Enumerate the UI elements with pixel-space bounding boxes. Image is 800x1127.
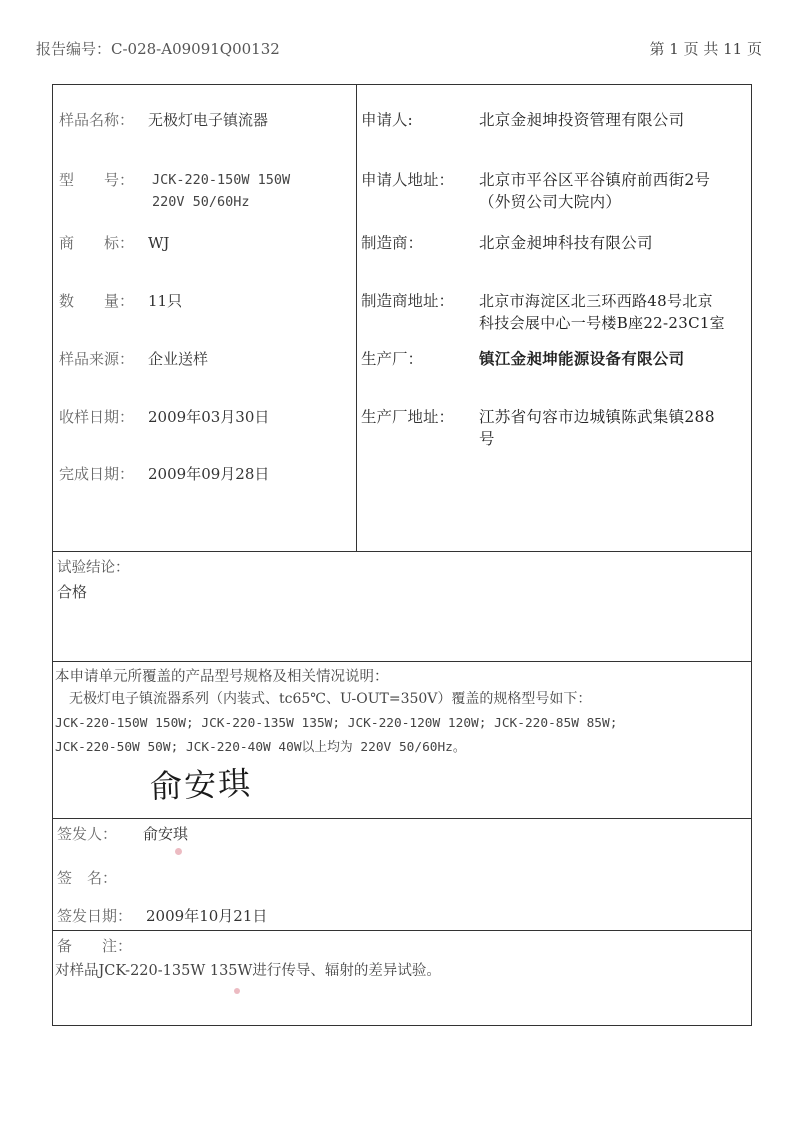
finish-date-value: 2009年09月28日 [148,465,270,483]
model-value-line1: JCK-220-150W 150W [152,172,291,188]
manufacturer-address-line2: 科技会展中心一号楼B座22-23C1室 [479,314,725,332]
source-value: 企业送样 [148,350,209,368]
trademark-value: WJ [148,234,170,252]
manufacturer-address-label: 制造商地址： [361,292,455,310]
report-number: 报告编号：C-028-A09091Q00132 [36,40,280,58]
applicant-address-value [479,169,710,213]
coverage-line1: 无极灯电子镇流器系列（内装式、tc65℃、U-OUT=350V）覆盖的规格型号如下： [55,691,592,707]
applicant-address-line2: （外贸公司大院内） [479,193,622,211]
remarks-value: 对样品JCK-220-135W 135W进行传导、辐射的差异试验。 [55,963,441,979]
sign-label: 签 名： [57,869,118,887]
report-form [52,84,752,1026]
row-divider-coverage [53,818,751,819]
conclusion-value: 合格 [57,583,88,601]
row-divider-conclusion [53,661,751,662]
factory-address-label: 生产厂地址： [361,408,455,426]
quantity-value: 11只 [148,292,183,310]
row-divider-issue [53,930,751,931]
issuer-label: 签发人： [57,825,118,843]
applicant-address-label: 申请人地址： [361,171,455,189]
manufacturer-label: 制造商： [361,234,424,252]
coverage-line3: JCK-220-50W 50W; JCK-220-40W 40W以上均为 220V 50/60Hz。 [55,740,466,755]
issuer-row [57,823,188,845]
row-divider-info [53,551,751,552]
source-row [59,348,208,370]
column-divider [356,85,357,551]
model-row [59,169,134,191]
receive-date-row [59,406,269,428]
ink-mark [234,988,240,994]
manufacturer-address-line1: 北京市海淀区北三环西路48号北京 [479,292,713,310]
remarks-title: 备 注： [57,937,133,955]
sample-name-value: 无极灯电子镇流器 [148,111,269,129]
factory-address-value [479,406,715,450]
model-value-line2: 220V 50/60Hz [152,194,250,210]
factory-value: 镇江金昶坤能源设备有限公司 [479,349,685,368]
issue-date-value: 2009年10月21日 [146,907,268,925]
factory-address-line1: 江苏省句容市边城镇陈武集镇288 [479,408,715,426]
receive-date-label: 收样日期： [59,408,135,426]
issue-date-label: 签发日期： [57,907,133,925]
trademark-row [59,232,169,254]
source-label: 样品来源： [59,350,135,368]
factory-address-line2: 号 [479,430,495,448]
manufacturer-address-value [479,290,725,334]
finish-date-row [59,463,269,485]
conclusion-title: 试验结论： [57,560,130,576]
finish-date-label: 完成日期： [59,465,135,483]
coverage-title: 本申请单元所覆盖的产品型号规格及相关情况说明： [55,669,389,685]
applicant-value: 北京金昶坤投资管理有限公司 [479,111,685,129]
sample-name-row [59,109,268,131]
coverage-line2: JCK-220-150W 150W; JCK-220-135W 135W; JCK-220-120W 120W; JCK-220-85W 85W; [55,716,618,731]
trademark-label: 商 标： [59,234,135,252]
issue-date-row [57,905,267,927]
model-value [152,169,290,213]
handwritten-signature: 俞安琪 [149,764,253,806]
page-info: 第 1 页 共 11 页 [649,40,762,58]
sample-name-label: 样品名称： [59,111,135,129]
ink-mark [175,848,182,855]
applicant-address-line1: 北京市平谷区平谷镇府前西街2号 [479,171,711,189]
issuer-value: 俞安琪 [143,825,189,843]
manufacturer-value: 北京金昶坤科技有限公司 [479,234,653,252]
quantity-row [59,290,182,312]
factory-label: 生产厂： [361,350,424,368]
model-label: 型 号： [59,171,135,189]
applicant-label: 申请人: [361,111,413,129]
receive-date-value: 2009年03月30日 [148,408,270,426]
quantity-label: 数 量： [59,292,135,310]
